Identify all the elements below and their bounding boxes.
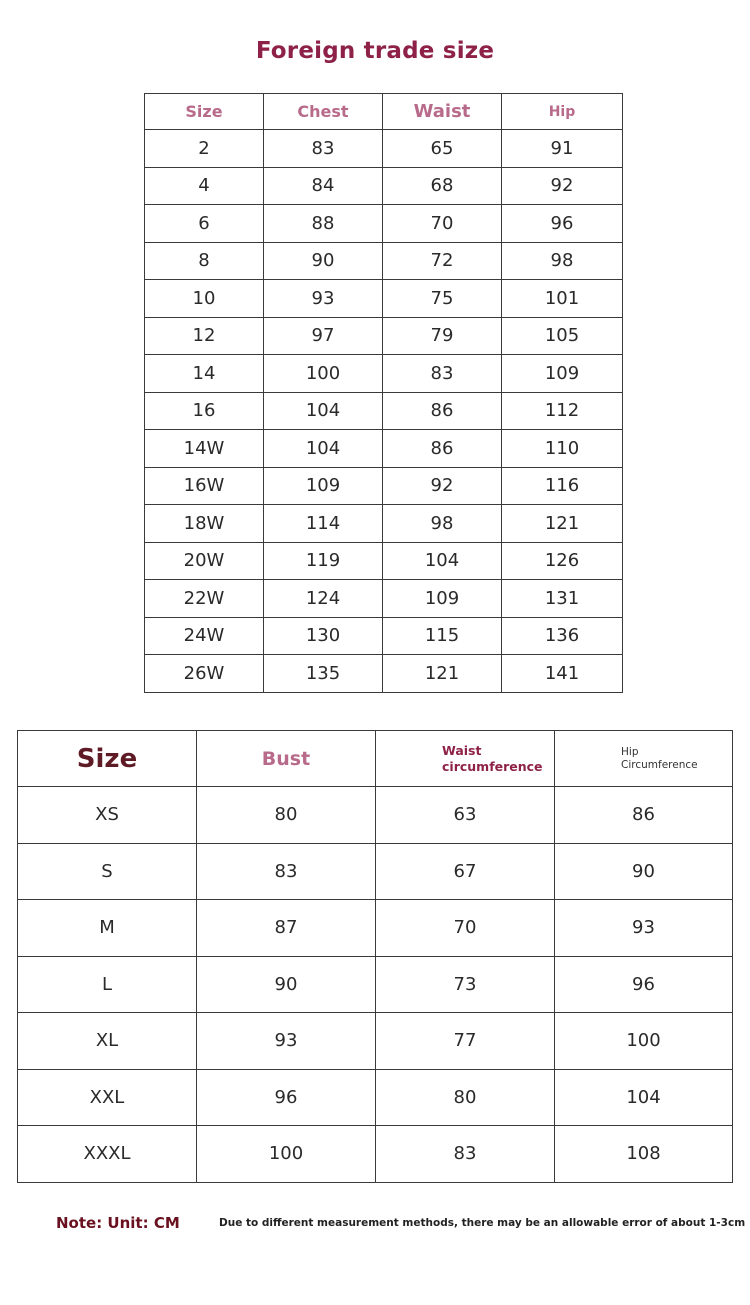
table-cell: 63 (376, 787, 555, 844)
table-body (145, 130, 623, 693)
table-cell: 108 (555, 1126, 733, 1183)
table-cell: 109 (264, 467, 383, 505)
table-cell: M (18, 900, 197, 957)
table-row (18, 1069, 733, 1126)
table-row (145, 467, 623, 505)
table-cell: 73 (376, 956, 555, 1013)
table-cell: 114 (264, 505, 383, 543)
table-cell: 101 (502, 280, 623, 318)
table-row (18, 1126, 733, 1183)
table-cell: 87 (197, 900, 376, 957)
table-cell: 141 (502, 655, 623, 693)
table-row (18, 843, 733, 900)
table-cell: 70 (376, 900, 555, 957)
table-cell: 80 (376, 1069, 555, 1126)
table-cell: 92 (383, 467, 502, 505)
table-row (145, 130, 623, 168)
table-cell: 24W (145, 617, 264, 655)
table-cell: 14W (145, 430, 264, 468)
header-size: Size (145, 94, 264, 130)
table-cell: 96 (197, 1069, 376, 1126)
table-cell: 86 (383, 392, 502, 430)
table-cell: 112 (502, 392, 623, 430)
header-hip-line1: Hip (621, 745, 639, 758)
table-cell: 6 (145, 205, 264, 243)
table-row (145, 505, 623, 543)
table-cell: 83 (197, 843, 376, 900)
table-row (145, 242, 623, 280)
table-row (145, 355, 623, 393)
table-cell: 16W (145, 467, 264, 505)
header-waist-line2: circumference (442, 758, 543, 774)
table-cell: 12 (145, 317, 264, 355)
table-cell: 135 (264, 655, 383, 693)
table-cell: 110 (502, 430, 623, 468)
table-cell: 116 (502, 467, 623, 505)
table-cell: 104 (383, 542, 502, 580)
table-cell: 100 (555, 1013, 733, 1070)
table-cell: L (18, 956, 197, 1013)
foreign-size-table (144, 93, 623, 693)
table-cell: 8 (145, 242, 264, 280)
table-row (145, 655, 623, 693)
table-cell: XS (18, 787, 197, 844)
table-row (18, 787, 733, 844)
table-cell: 97 (264, 317, 383, 355)
table-body (18, 787, 733, 1183)
table-row (145, 617, 623, 655)
table-row (145, 392, 623, 430)
table-header-row (18, 731, 733, 787)
table-cell: 90 (555, 843, 733, 900)
table-cell: S (18, 843, 197, 900)
table-cell: 90 (264, 242, 383, 280)
table-cell: 26W (145, 655, 264, 693)
table-cell: 91 (502, 130, 623, 168)
table-row (145, 167, 623, 205)
table-cell: 22W (145, 580, 264, 618)
table-cell: 126 (502, 542, 623, 580)
table-cell: 104 (264, 392, 383, 430)
table-cell: 65 (383, 130, 502, 168)
table-cell: 93 (197, 1013, 376, 1070)
page-title: Foreign trade size (255, 38, 495, 64)
table-row (145, 205, 623, 243)
unit-note: Note: Unit: CM (56, 1214, 180, 1232)
header-waist-circumference (376, 731, 555, 787)
table-cell: 96 (555, 956, 733, 1013)
table-row (145, 430, 623, 468)
table-cell: 121 (502, 505, 623, 543)
table-cell: 88 (264, 205, 383, 243)
table-cell: 70 (383, 205, 502, 243)
table-cell: 18W (145, 505, 264, 543)
table-cell: 80 (197, 787, 376, 844)
table-cell: XL (18, 1013, 197, 1070)
table-row (145, 580, 623, 618)
table-cell: 4 (145, 167, 264, 205)
table-header-row (145, 94, 623, 130)
table-cell: 86 (555, 787, 733, 844)
table-row (145, 280, 623, 318)
table-cell: 83 (264, 130, 383, 168)
header-hip-circumference (555, 731, 733, 787)
table-cell: 96 (502, 205, 623, 243)
table-cell: 10 (145, 280, 264, 318)
table-cell: 109 (502, 355, 623, 393)
header-size: Size (18, 731, 197, 787)
table-cell: 79 (383, 317, 502, 355)
measurement-disclaimer: Due to different measurement methods, there may be an allowable error of about 1-3cm (219, 1217, 746, 1229)
table-cell: 119 (264, 542, 383, 580)
table-cell: 136 (502, 617, 623, 655)
table-cell: 72 (383, 242, 502, 280)
table-cell: 131 (502, 580, 623, 618)
table-row (18, 900, 733, 957)
table-cell: 93 (264, 280, 383, 318)
table-row (18, 956, 733, 1013)
table-cell: 98 (383, 505, 502, 543)
table-cell: 83 (383, 355, 502, 393)
table-cell: XXXL (18, 1126, 197, 1183)
table-row (145, 317, 623, 355)
header-bust: Bust (197, 731, 376, 787)
table-cell: XXL (18, 1069, 197, 1126)
header-waist-line1: Waist (442, 742, 482, 758)
table-row (18, 1013, 733, 1070)
table-cell: 68 (383, 167, 502, 205)
table-cell: 77 (376, 1013, 555, 1070)
table-cell: 90 (197, 956, 376, 1013)
table-cell: 16 (145, 392, 264, 430)
table-cell: 109 (383, 580, 502, 618)
letter-size-table (17, 730, 733, 1183)
table-cell: 104 (264, 430, 383, 468)
header-hip: Hip (502, 94, 623, 130)
table-cell: 100 (264, 355, 383, 393)
table-cell: 86 (383, 430, 502, 468)
table-cell: 121 (383, 655, 502, 693)
header-chest: Chest (264, 94, 383, 130)
table-cell: 14 (145, 355, 264, 393)
table-cell: 115 (383, 617, 502, 655)
table-cell: 84 (264, 167, 383, 205)
table-row (145, 542, 623, 580)
table-cell: 98 (502, 242, 623, 280)
table-cell: 92 (502, 167, 623, 205)
table-cell: 105 (502, 317, 623, 355)
table-cell: 93 (555, 900, 733, 957)
table-cell: 130 (264, 617, 383, 655)
header-waist: Waist (383, 94, 502, 130)
table-cell: 124 (264, 580, 383, 618)
table-cell: 100 (197, 1126, 376, 1183)
table-cell: 20W (145, 542, 264, 580)
table-cell: 75 (383, 280, 502, 318)
table-cell: 83 (376, 1126, 555, 1183)
table-cell: 2 (145, 130, 264, 168)
table-cell: 67 (376, 843, 555, 900)
table-cell: 104 (555, 1069, 733, 1126)
header-hip-line2: Circumference (621, 758, 698, 771)
